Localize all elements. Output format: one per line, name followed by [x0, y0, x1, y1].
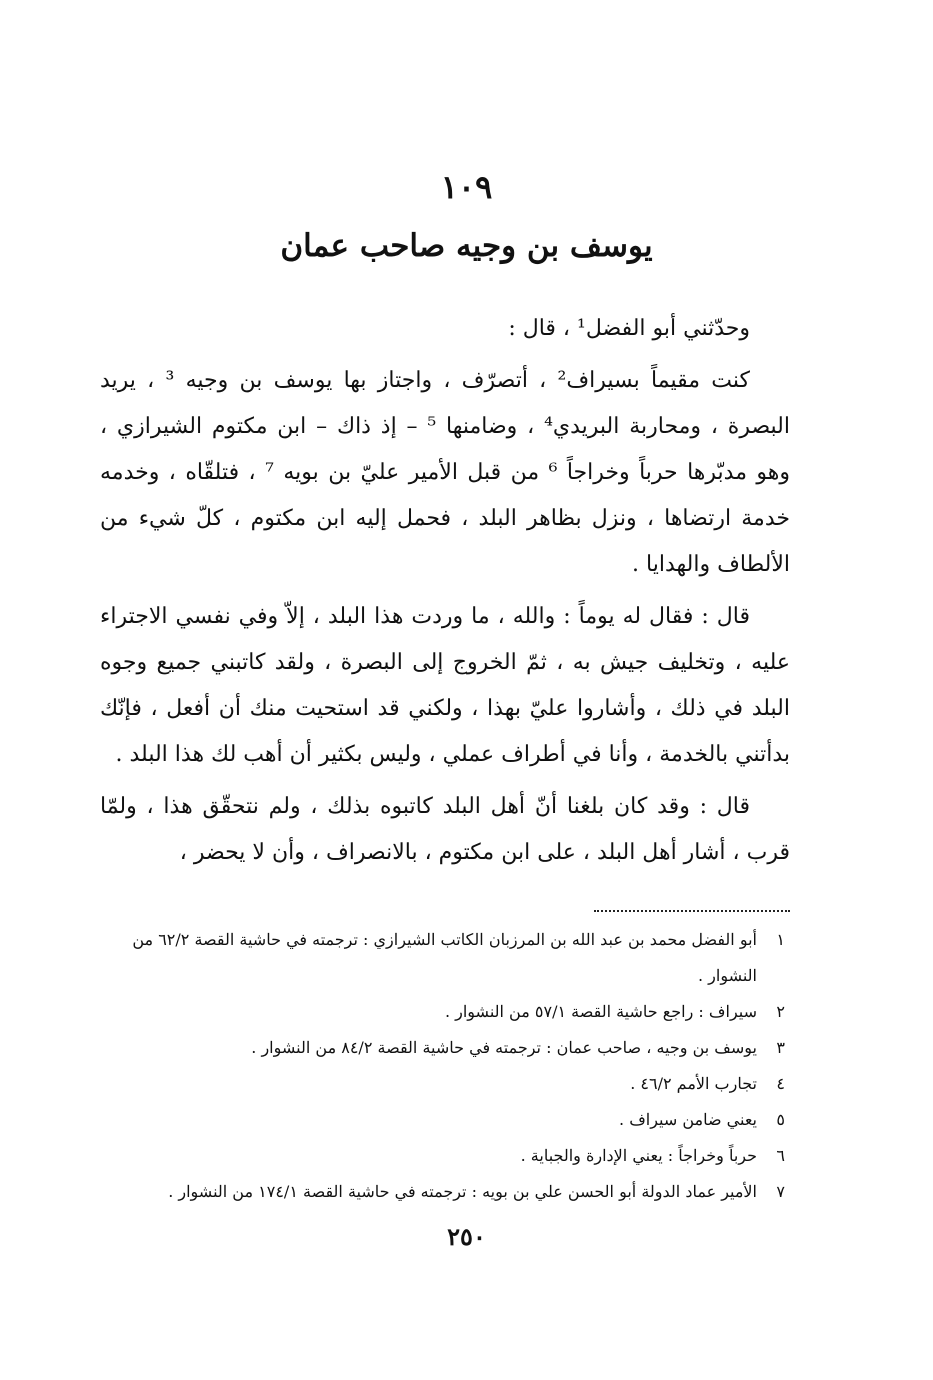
- footnote-number: ٣: [776, 1038, 785, 1057]
- footnote: [105, 1138, 785, 1174]
- footnote-number: ٦: [776, 1146, 785, 1165]
- paragraph: قال : وقد كان بلغنا أنّ أهل البلد كاتبوه بذلك ، ولم نتحقّق هذا ، ولمّا قرب ، أشار أهل البلد ، على ابن مكتوم ، بالانصراف ، وأن لا يحضر ،: [100, 794, 790, 865]
- page-number: ٢٥٠: [447, 1222, 486, 1251]
- footnote-number: ٤: [776, 1074, 785, 1093]
- footnote: [105, 1102, 785, 1138]
- footnote-text: يعني ضامن سيراف .: [619, 1110, 757, 1129]
- story-title: يوسف بن وجيه صاحب عمان: [280, 228, 653, 264]
- footnote-text: أبو الفضل محمد بن عبد الله بن المرزبان الكاتب الشيرازي : ترجمته في حاشية القصة ٦٢/٢ من النشوار .: [132, 930, 757, 985]
- story-number: ١٠٩: [440, 168, 493, 206]
- footnotes: [105, 922, 785, 1210]
- footnote: [105, 994, 785, 1030]
- paragraph: كنت مقيماً بسيراف² ، أتصرّف ، واجتاز بها يوسف بن وجيه ³ ، يريد البصرة ، ومحاربة البريدي⁴ ، وضامنها ⁵ – إذ ذاك – ابن مكتوم الشيرازي ، وهو مدبّرها حرباً وخراجاً ⁶ من قبل الأمير عليّ بن بويه ⁷ ، فتلقّاه ، وخدمه خدمة ارتضاها ، ونزل بظاهر البلد ، فحمل إليه ابن مكتوم ، كلّ شيء من الألطاف والهدايا .: [100, 368, 791, 577]
- footnote-text: حرباً وخراجاً : يعني الإدارة والجباية .: [520, 1146, 757, 1165]
- footnote: [105, 922, 785, 994]
- footnote-text: سيراف : راجع حاشية القصة ٥٧/١ من النشوار .: [444, 1002, 757, 1021]
- footnote-text: تجارب الأمم ٤٦/٢ .: [630, 1074, 757, 1093]
- footnote: [105, 1174, 785, 1210]
- footnote-number: ١: [776, 930, 785, 949]
- footnote: [105, 1030, 785, 1066]
- paragraph: وحدّثني أبو الفضل¹ ، قال :: [508, 316, 750, 341]
- footnote-text: يوسف بن وجيه ، صاحب عمان : ترجمته في حاشية القصة ٨٤/٢ من النشوار .: [251, 1038, 757, 1057]
- footnote-separator: [594, 910, 790, 912]
- footnote: [105, 1066, 785, 1102]
- footnote-number: ٢: [776, 1002, 785, 1021]
- footnote-number: ٥: [776, 1110, 785, 1129]
- footnote-text: الأمير عماد الدولة أبو الحسن علي بن بويه : ترجمته في حاشية القصة ١٧٤/١ من النشوار .: [168, 1182, 757, 1201]
- main-text: [100, 306, 790, 882]
- footnote-number: ٧: [776, 1182, 785, 1201]
- paragraph: قال : فقال له يوماً : والله ، ما وردت هذا البلد ، إلاّ وفي نفسي الاجتراء عليه ، وتخليف جيش به ، ثمّ الخروج إلى البصرة ، ولقد كاتبني جميع وجوه البلد في ذلك ، وأشاروا عليّ بهذا ، ولكني قد استحيت منك أن أفعل ، فإنّك بدأتني بالخدمة ، وأنا في أطراف عملي ، وليس بكثير أن أهب لك هذا البلد .: [100, 604, 790, 767]
